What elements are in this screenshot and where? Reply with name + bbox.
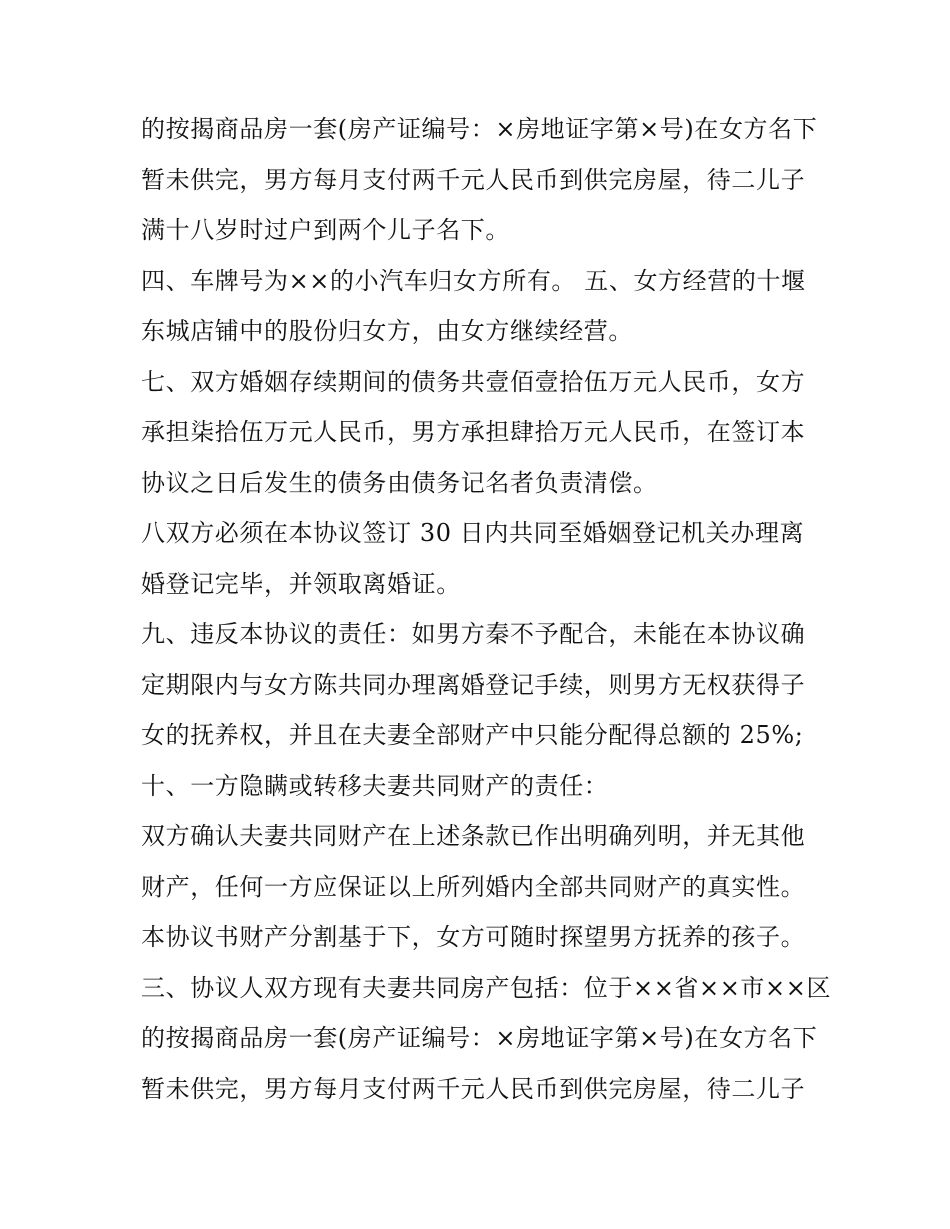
text-line: 婚登记完毕，并领取离婚证。 xyxy=(141,569,461,598)
text-line: 三、协议人双方现有夫妻共同房产包括：位于××省××市××区 xyxy=(141,973,832,1002)
text-line: 双方确认夫妻共同财产在上述条款已作出明确列明，并无其他 xyxy=(141,822,806,850)
text-line: 暂未供完，男方每月支付两千元人民币到供完房屋，待二儿子 xyxy=(141,1074,806,1103)
text-line: 女的抚养权，并且在夫妻全部财产中只能分配得总额的 25%; xyxy=(141,721,804,749)
agreement-text xyxy=(141,104,831,1114)
text-line: 财产，任何一方应保证以上所列婚内全部共同财产的真实性。 xyxy=(141,872,806,901)
text-line: 四、车牌号为××的小汽车归女方所有。 五、女方经营的十堰 xyxy=(141,266,806,295)
text-line: 九、违反本协议的责任：如男方秦不予配合，未能在本协议确 xyxy=(141,620,806,648)
text-line: 八双方必须在本协议签订 30 日内共同至婚姻登记机关办理离 xyxy=(141,519,805,547)
text-line: 十、一方隐瞒或转移夫妻共同财产的责任： xyxy=(141,771,609,800)
text-line: 满十八岁时过户到两个儿子名下。 xyxy=(141,216,510,244)
text-line: 七、双方婚姻存续期间的债务共壹佰壹拾伍万元人民币，女方 xyxy=(141,367,806,396)
text-line: 协议之日后发生的债务由债务记名者负责清偿。 xyxy=(141,468,658,497)
text-line: 定期限内与女方陈共同办理离婚登记手续，则男方无权获得子 xyxy=(141,670,806,699)
text-line: 本协议书财产分割基于下，女方可随时探望男方抚养的孩子。 xyxy=(141,923,806,951)
text-line: 东城店铺中的股份归女方，由女方继续经营。 xyxy=(141,317,633,345)
text-line: 的按揭商品房一套(房产证编号：×房地证字第×号)在女方名下 xyxy=(141,1024,818,1052)
text-line: 的按揭商品房一套(房产证编号：×房地证字第×号)在女方名下 xyxy=(141,115,818,143)
text-line: 暂未供完，男方每月支付两千元人民币到供完房屋，待二儿子 xyxy=(141,165,806,194)
text-line: 承担柒拾伍万元人民币，男方承担肆拾万元人民币，在签订本 xyxy=(141,418,806,446)
